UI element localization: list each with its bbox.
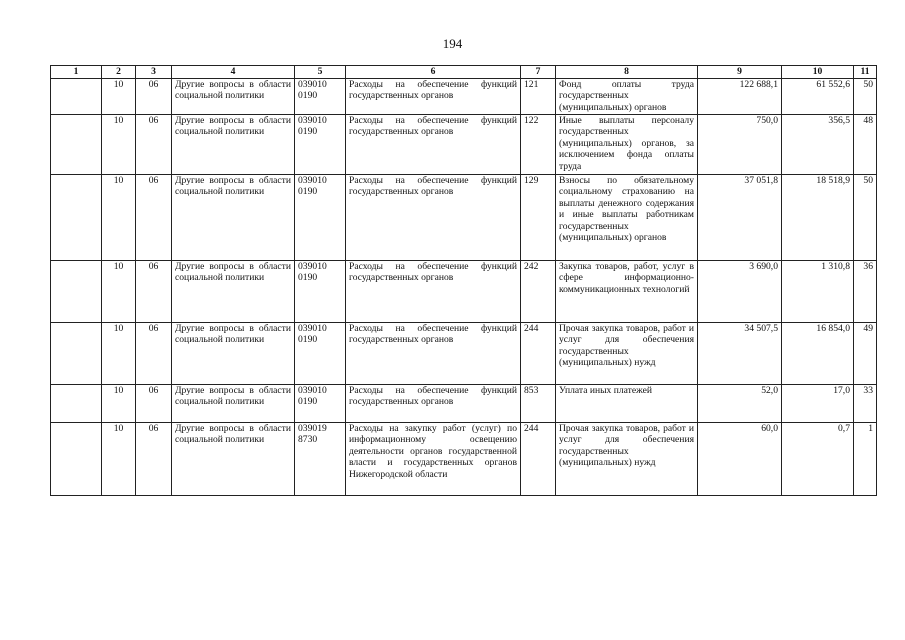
cell-empty <box>51 323 102 385</box>
cell-percent: 36 <box>854 261 877 323</box>
cell-expense-code: 129 <box>521 175 556 261</box>
cell-target-code: 039019 8730 <box>295 423 346 496</box>
cell-target-code: 039010 0190 <box>295 115 346 175</box>
header-col-9: 9 <box>698 66 782 79</box>
cell-section: 10 <box>102 261 136 323</box>
table-row <box>51 323 877 385</box>
cell-section-name: Другие вопросы в области социальной политики <box>172 115 295 175</box>
cell-planned: 52,0 <box>698 385 782 423</box>
table-row <box>51 423 877 496</box>
cell-planned: 750,0 <box>698 115 782 175</box>
cell-executed: 16 854,0 <box>782 323 854 385</box>
cell-subsection: 06 <box>136 323 172 385</box>
cell-target-code: 039010 0190 <box>295 79 346 115</box>
cell-section-name: Другие вопросы в области социальной политики <box>172 175 295 261</box>
cell-planned: 122 688,1 <box>698 79 782 115</box>
cell-executed: 17,0 <box>782 385 854 423</box>
cell-section: 10 <box>102 385 136 423</box>
cell-planned: 37 051,8 <box>698 175 782 261</box>
cell-subsection: 06 <box>136 423 172 496</box>
cell-target-name: Расходы на обеспечение функций государственных органов <box>346 261 521 323</box>
table-row <box>51 385 877 423</box>
cell-percent: 33 <box>854 385 877 423</box>
cell-executed: 356,5 <box>782 115 854 175</box>
header-col-5: 5 <box>295 66 346 79</box>
cell-section: 10 <box>102 323 136 385</box>
cell-target-code: 039010 0190 <box>295 175 346 261</box>
cell-expense-code: 244 <box>521 323 556 385</box>
cell-target-name: Расходы на закупку работ (услуг) по информационному освещению деятельности органов государственной власти и государственных органов Нижегородской области <box>346 423 521 496</box>
cell-target-code: 039010 0190 <box>295 385 346 423</box>
cell-subsection: 06 <box>136 385 172 423</box>
header-col-1: 1 <box>51 66 102 79</box>
cell-expense-code: 242 <box>521 261 556 323</box>
cell-section-name: Другие вопросы в области социальной политики <box>172 423 295 496</box>
table-header-row <box>51 66 877 79</box>
header-col-11: 11 <box>854 66 877 79</box>
header-col-6: 6 <box>346 66 521 79</box>
cell-target-name: Расходы на обеспечение функций государственных органов <box>346 79 521 115</box>
cell-expense-name: Прочая закупка товаров, работ и услуг для обеспечения государственных (муниципальных) нужд <box>556 323 698 385</box>
cell-target-name: Расходы на обеспечение функций государственных органов <box>346 385 521 423</box>
cell-empty <box>51 175 102 261</box>
page-number: 194 <box>442 36 463 51</box>
cell-planned: 34 507,5 <box>698 323 782 385</box>
cell-planned: 3 690,0 <box>698 261 782 323</box>
header-col-8: 8 <box>556 66 698 79</box>
cell-executed: 0,7 <box>782 423 854 496</box>
header-col-2: 2 <box>102 66 136 79</box>
header-col-10: 10 <box>782 66 854 79</box>
cell-percent: 48 <box>854 115 877 175</box>
cell-expense-code: 122 <box>521 115 556 175</box>
cell-planned: 60,0 <box>698 423 782 496</box>
cell-subsection: 06 <box>136 261 172 323</box>
table-row <box>51 261 877 323</box>
cell-target-name: Расходы на обеспечение функций государственных органов <box>346 175 521 261</box>
cell-expense-name: Прочая закупка товаров, работ и услуг для обеспечения государственных (муниципальных) нужд <box>556 423 698 496</box>
cell-section: 10 <box>102 79 136 115</box>
cell-section-name: Другие вопросы в области социальной политики <box>172 79 295 115</box>
cell-target-name: Расходы на обеспечение функций государственных органов <box>346 115 521 175</box>
cell-expense-name: Уплата иных платежей <box>556 385 698 423</box>
cell-empty <box>51 261 102 323</box>
cell-subsection: 06 <box>136 175 172 261</box>
cell-empty <box>51 385 102 423</box>
cell-executed: 18 518,9 <box>782 175 854 261</box>
cell-expense-name: Взносы по обязательному социальному страхованию на выплаты денежного содержания и иные выплаты работникам государственных (муниципальных) органов <box>556 175 698 261</box>
cell-percent: 50 <box>854 79 877 115</box>
budget-table <box>50 65 877 496</box>
header-col-4: 4 <box>172 66 295 79</box>
table-row <box>51 79 877 115</box>
cell-section: 10 <box>102 423 136 496</box>
cell-executed: 1 310,8 <box>782 261 854 323</box>
cell-subsection: 06 <box>136 79 172 115</box>
cell-empty <box>51 423 102 496</box>
cell-percent: 49 <box>854 323 877 385</box>
cell-expense-name: Иные выплаты персоналу государственных (муниципальных) органов, за исключением фонда оплаты труда <box>556 115 698 175</box>
cell-executed: 61 552,6 <box>782 79 854 115</box>
cell-target-code: 039010 0190 <box>295 261 346 323</box>
cell-expense-name: Фонд оплаты труда государственных (муниципальных) органов <box>556 79 698 115</box>
cell-empty <box>51 115 102 175</box>
table-row <box>51 115 877 175</box>
cell-section-name: Другие вопросы в области социальной политики <box>172 323 295 385</box>
cell-percent: 1 <box>854 423 877 496</box>
cell-empty <box>51 79 102 115</box>
cell-section-name: Другие вопросы в области социальной политики <box>172 385 295 423</box>
cell-expense-name: Закупка товаров, работ, услуг в сфере информационно-коммуникационных технологий <box>556 261 698 323</box>
cell-percent: 50 <box>854 175 877 261</box>
header-col-7: 7 <box>521 66 556 79</box>
cell-expense-code: 121 <box>521 79 556 115</box>
cell-subsection: 06 <box>136 115 172 175</box>
cell-section: 10 <box>102 115 136 175</box>
cell-section-name: Другие вопросы в области социальной политики <box>172 261 295 323</box>
cell-target-code: 039010 0190 <box>295 323 346 385</box>
header-col-3: 3 <box>136 66 172 79</box>
cell-expense-code: 244 <box>521 423 556 496</box>
cell-expense-code: 853 <box>521 385 556 423</box>
cell-section: 10 <box>102 175 136 261</box>
cell-target-name: Расходы на обеспечение функций государственных органов <box>346 323 521 385</box>
table-row <box>51 175 877 261</box>
